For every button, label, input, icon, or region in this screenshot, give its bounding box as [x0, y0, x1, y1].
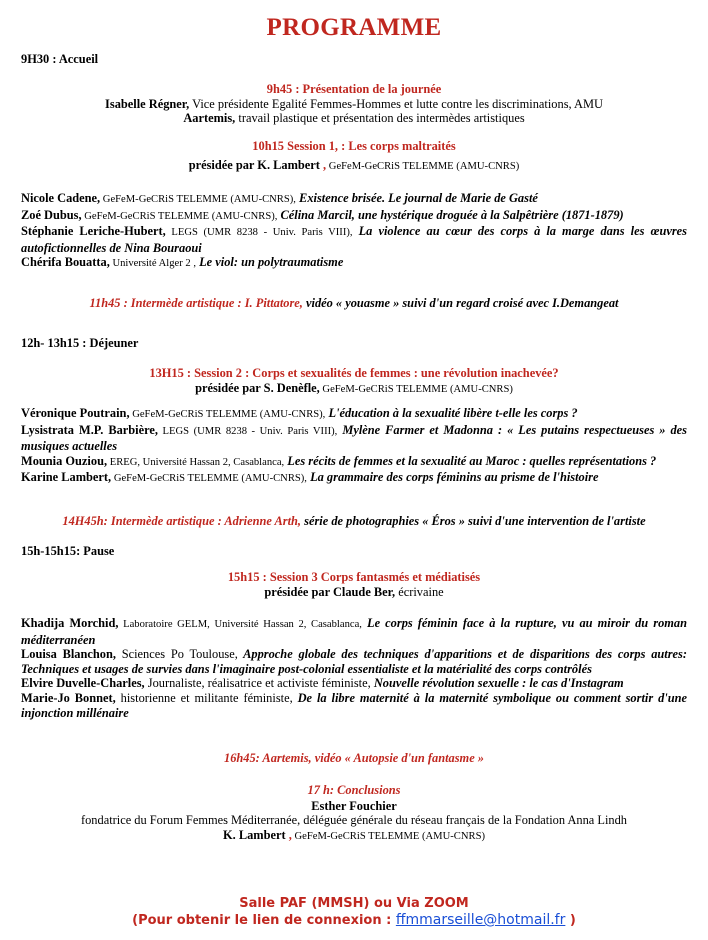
talk-item: [21, 454, 687, 471]
session3-heading: 15h15 : Session 3 Corps fantasmés et médiatisés: [227, 570, 481, 584]
chair-comma: ,: [319, 157, 327, 172]
conclusions-block: [21, 783, 687, 844]
talk-speaker: Lysistrata M.P. Barbière,: [21, 422, 158, 437]
talk-item: [21, 470, 687, 487]
interlude-label: 11h45 : Intermède artistique : I. Pittatore,: [89, 296, 303, 310]
page-title: PROGRAMME: [266, 14, 442, 41]
presentation-line-1: [21, 97, 687, 112]
talk-title: Approche globale des techniques d'apparitions et de disparitions des corps autres: Techniques et usages de survies dans l'imaginaire post-colonial essentialiste et la matérialité des corps contrôlés: [21, 647, 688, 676]
talk-item: [21, 647, 687, 676]
presentation-line-2: [21, 111, 687, 126]
talk-title: Le viol: un polytraumatisme: [196, 255, 344, 270]
session1-header: [21, 139, 687, 174]
talk-title: Le corps féminin face à la rupture, vu au miroir du roman méditerranéen: [21, 616, 688, 647]
talk-affiliation: LEGS (UMR 8238 - Univ. Paris VIII),: [158, 425, 338, 437]
presentation-heading: 9h45 : Présentation de la journée: [266, 82, 442, 96]
talk-title: De la libre maternité à la maternité symbolique ou comment sortir d'une injonction millénaire: [21, 690, 687, 720]
chair-affiliation: GeFeM-GeCRiS TELEMME (AMU-CNRS): [326, 160, 520, 172]
talk-speaker: Louisa Blanchon,: [21, 647, 116, 662]
talk-item: [21, 423, 687, 454]
session1-talks: [21, 191, 687, 272]
talk-speaker: Stéphanie Leriche-Hubert,: [21, 224, 166, 239]
contact-line: [0, 912, 708, 929]
talk-speaker: Karine Lambert,: [21, 470, 112, 485]
talk-speaker: Mounia Ouziou,: [21, 453, 108, 468]
talk-title: La violence au cœur des corps à la marge dans les œuvres autofictionnelles de Nina Bouraoui: [21, 224, 687, 255]
talk-item: [21, 616, 687, 647]
session3-header: [21, 570, 687, 599]
talk-item: [21, 191, 687, 208]
session2-chair: [21, 381, 687, 398]
talk-affiliation: GeFeM-GeCRiS TELEMME (AMU-CNRS),: [111, 473, 307, 485]
session3-talks: [21, 616, 687, 720]
contact-prefix: (Pour obtenir le lien de connexion :: [132, 913, 396, 928]
talk-affiliation: Laboratoire GELM, Université Hassan 2, Casablanca,: [118, 619, 362, 630]
talk-affiliation: Sciences Po Toulouse,: [115, 647, 238, 662]
speaker-name: K. Lambert: [223, 827, 286, 842]
speaker-comma: ,: [285, 827, 292, 842]
lunch-line: 12h- 13h15 : Déjeuner: [21, 336, 139, 350]
session1-heading: 10h15 Session 1, : Les corps maltraités: [252, 139, 456, 153]
talk-speaker: Khadija Morchid,: [21, 616, 119, 630]
chair-name: présidée par S. Denèfle,: [195, 380, 320, 395]
pause-line: 15h-15h15: Pause: [21, 544, 115, 558]
talk-title: Les récits de femmes et la sexualité au Maroc : quelles représentations ?: [284, 453, 657, 468]
presentation-block: [21, 82, 687, 126]
talk-affiliation: LEGS (UMR 8238 - Univ. Paris VIII),: [165, 227, 353, 239]
contact-suffix: ): [565, 913, 576, 928]
talk-affiliation: GeFeM-GeCRiS TELEMME (AMU-CNRS),: [100, 194, 296, 205]
talk-affiliation: historienne et militante féministe,: [115, 690, 293, 705]
talk-affiliation: Journaliste, réalisatrice et activiste féministe,: [144, 676, 371, 691]
session2-talks: [21, 406, 687, 487]
talk-affiliation: GeFeM-GeCRiS TELEMME (AMU-CNRS),: [81, 210, 278, 222]
talk-title: Existence brisée. Le journal de Marie de Gasté: [295, 191, 538, 205]
talk-speaker: Nicole Cadene,: [21, 191, 101, 205]
speaker-role: Vice présidente Egalité Femmes-Hommes et lutte contre les discriminations, AMU: [189, 96, 603, 111]
talk-speaker: Elvire Duvelle-Charles,: [21, 676, 145, 691]
venue-line: Salle PAF (MMSH) ou Via ZOOM: [239, 896, 469, 911]
talk-title: L'éducation à la sexualité libère t-elle les corps ?: [325, 406, 578, 420]
conclusion-speaker-2: [21, 828, 687, 845]
interlude-3: 16h45: Aartemis, vidéo « Autopsie d'un fantasme »: [224, 751, 484, 765]
interlude-1: [21, 296, 687, 311]
interlude-description: série de photographies « Éros » suivi d'une intervention de l'artiste: [301, 514, 646, 528]
talk-item: [21, 406, 687, 423]
talk-speaker: Chérifa Bouatta,: [21, 255, 110, 270]
talk-speaker: Marie-Jo Bonnet,: [21, 690, 116, 705]
interlude-label: 14H45h: Intermède artistique : Adrienne Arth,: [62, 514, 302, 528]
conclusions-heading: 17 h: Conclusions: [307, 783, 401, 797]
speaker-affiliation: GeFeM-GeCRiS TELEMME (AMU-CNRS): [291, 830, 485, 842]
session1-chair: [21, 158, 687, 175]
talk-item: [21, 224, 687, 255]
talk-item: [21, 255, 687, 272]
session3-chair: [21, 585, 687, 600]
speaker-role: travail plastique et présentation des intermèdes artistiques: [235, 111, 525, 126]
conclusion-speaker: Esther Fouchier: [311, 798, 397, 813]
talk-title: Nouvelle révolution sexuelle : le cas d'Instagram: [370, 676, 624, 691]
conclusion-speaker-role: fondatrice du Forum Femmes Méditerranée, déléguée générale du réseau français de la Fondation Anna Lindh: [80, 813, 628, 828]
chair-affiliation: écrivaine: [395, 584, 444, 599]
talk-item: [21, 208, 687, 225]
talk-affiliation: EREG, Université Hassan 2, Casablanca,: [107, 456, 285, 468]
session2-header: [21, 366, 687, 397]
session2-heading: 13H15 : Session 2 : Corps et sexualités de femmes : une révolution inachevée?: [149, 366, 559, 380]
email-link[interactable]: ffmmarseille@hotmail.fr: [395, 912, 566, 928]
speaker-name: Aartemis,: [183, 111, 236, 126]
talk-title: La grammaire des corps féminins au prisme de l'histoire: [306, 470, 599, 485]
interlude-description: vidéo « youasme » suivi d'un regard croisé avec I.Demangeat: [302, 296, 619, 310]
talk-affiliation: Université Alger 2 ,: [109, 258, 197, 270]
interlude-2: [21, 514, 687, 529]
talk-title: Mylène Farmer et Madonna : « Les putains respectueuses » des musiques actuelles: [21, 422, 687, 454]
chair-affiliation: GeFeM-GeCRiS TELEMME (AMU-CNRS): [319, 383, 513, 395]
chair-name: présidée par K. Lambert: [188, 157, 320, 172]
talk-item: [21, 691, 687, 720]
chair-name: présidée par Claude Ber,: [264, 584, 396, 599]
talk-affiliation: GeFeM-GeCRiS TELEMME (AMU-CNRS),: [129, 409, 326, 420]
speaker-name: Isabelle Régner,: [105, 96, 190, 111]
talk-title: Célina Marcil, une hystérique droguée à la Salpêtrière (1871-1879): [277, 207, 624, 222]
talk-item: [21, 676, 687, 691]
talk-speaker: Véronique Poutrain,: [21, 406, 130, 420]
talk-speaker: Zoé Dubus,: [21, 207, 82, 222]
accueil-line: 9H30 : Accueil: [21, 52, 99, 66]
